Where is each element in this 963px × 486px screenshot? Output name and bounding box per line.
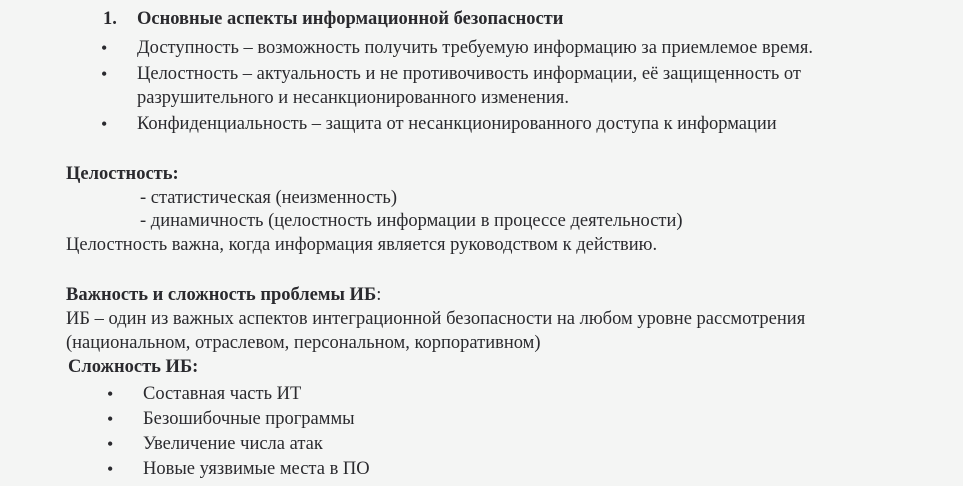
list-item-confidentiality: Конфиденциальность – защита от несанкционированного доступа к информации — [137, 114, 777, 134]
importance-text-line1: ИБ – один из важных аспектов интеграционной безопасности на любом уровне рассмотрения — [66, 309, 806, 329]
complexity-heading: Сложность ИБ: — [68, 357, 199, 377]
bullet-dot: • — [107, 409, 114, 429]
integrity-sub-static: - статистическая (неизменность) — [140, 188, 398, 208]
bullet-dot: • — [107, 384, 114, 404]
bullet-dot: • — [101, 64, 108, 84]
section-number: 1. — [103, 9, 117, 29]
integrity-heading: Целостность: — [66, 164, 179, 184]
bullet-dot: • — [107, 459, 114, 479]
list-item-integrity-line2: разрушительного и несанкционированного изменения. — [137, 88, 569, 108]
section-title: Основные аспекты информационной безопасности — [137, 9, 564, 29]
list-item-integrity-line1: Целостность – актуальность и не противочивость информации, её защищенность от — [137, 64, 802, 84]
complexity-item: Безошибочные программы — [143, 409, 355, 429]
list-item-availability: Доступность – возможность получить требуемую информацию за приемлемое время. — [137, 38, 814, 58]
complexity-item: Составная часть ИТ — [143, 384, 302, 404]
importance-heading-row — [66, 284, 381, 306]
bullet-dot: • — [101, 114, 108, 134]
bullet-dot: • — [101, 38, 108, 58]
bullet-dot: • — [107, 434, 114, 454]
importance-text-line2: (национальном, отраслевом, персональном, корпоративном) — [66, 333, 541, 353]
complexity-item: Увеличение числа атак — [143, 434, 323, 454]
complexity-item: Новые уязвимые места в ПО — [143, 459, 370, 479]
importance-heading: Важность и сложность проблемы ИБ — [66, 285, 377, 305]
importance-heading-colon: : — [376, 285, 382, 305]
integrity-note: Целостность важна, когда информация является руководством к действию. — [66, 235, 658, 255]
integrity-sub-dynamic: - динамичность (целостность информации в процессе деятельности) — [140, 211, 683, 231]
